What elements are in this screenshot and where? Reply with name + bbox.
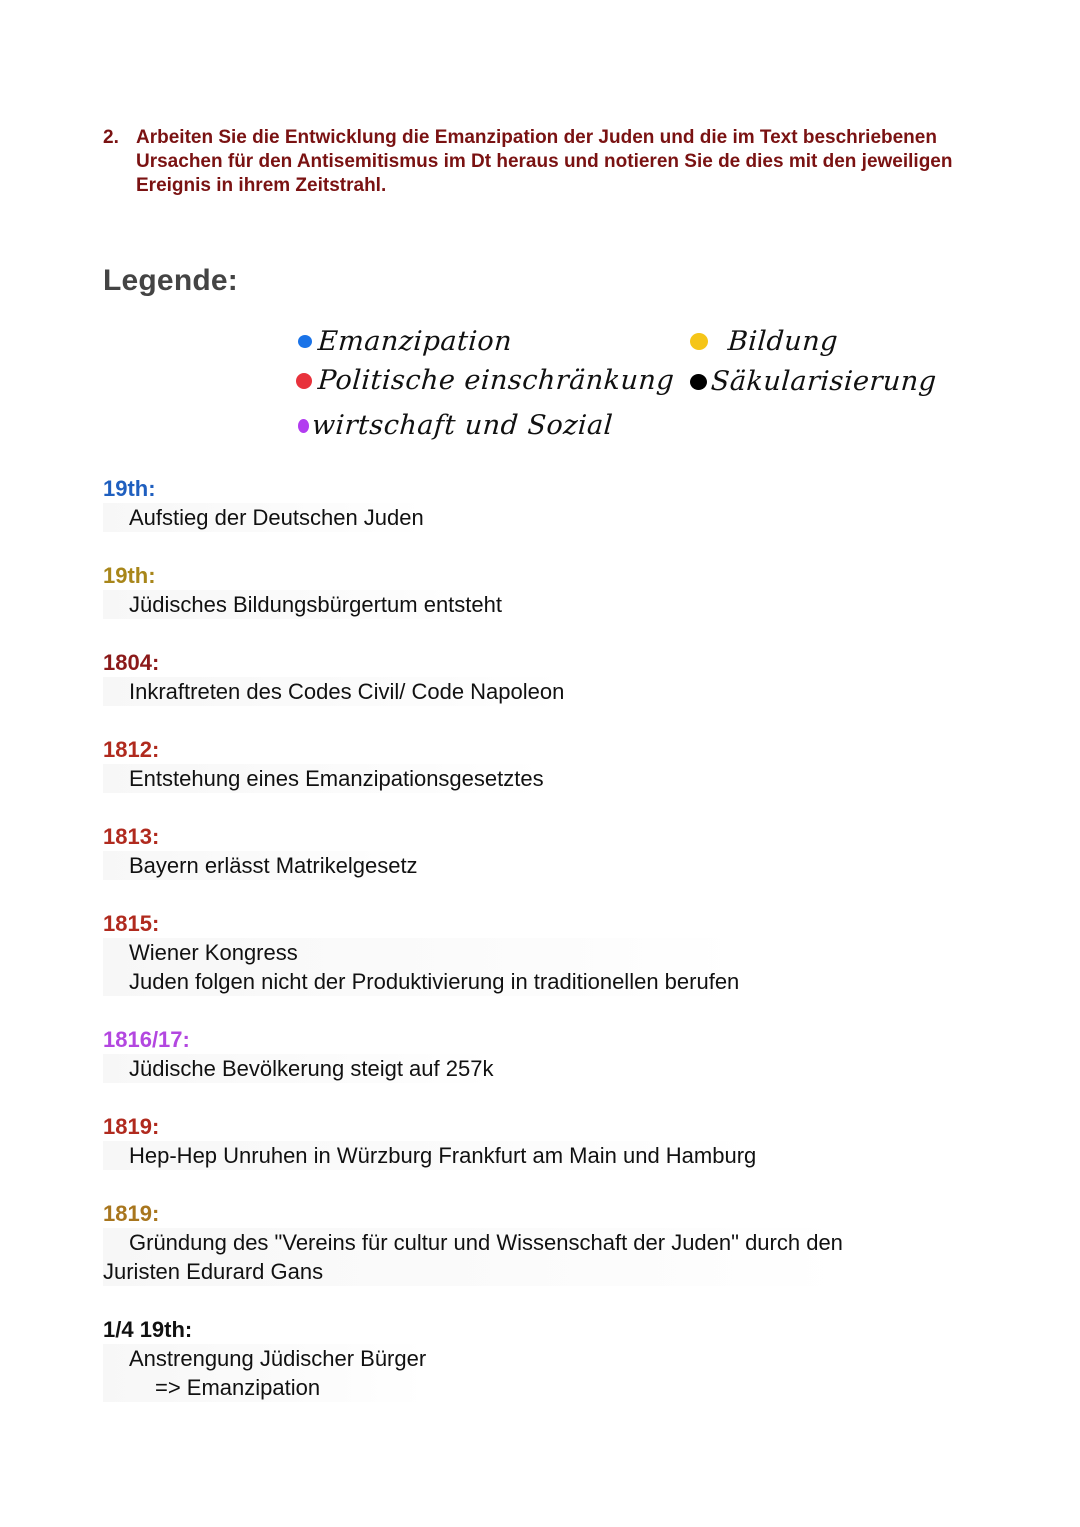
timeline-entry [103,562,502,619]
entry-text: => Emanzipation [103,1373,426,1402]
red-dot-icon [296,373,312,389]
legend-label: wirtschaft und Sozial [310,410,614,441]
entry-year: 1819: [103,1114,160,1139]
timeline-entry [103,736,544,793]
purple-dot-icon [298,419,309,433]
entry-text: Juden folgen nicht der Produktivierung in traditionellen berufen [103,967,739,996]
timeline-entry [103,1113,756,1170]
blue-dot-icon [298,335,312,348]
task-number: 2. [103,127,119,148]
entry-text: Aufstieg der Deutschen Juden [103,503,424,532]
legend-label: Politische einschränkung [316,365,676,396]
legend-item-bildung [690,326,838,357]
entry-text: Wiener Kongress [103,938,739,967]
yellow-dot-icon [690,333,708,350]
entry-text: Entstehung eines Emanzipationsgesetztes [103,764,544,793]
entry-year: 1815: [103,911,160,936]
timeline-entry [103,910,739,996]
entry-year: 19th: [103,476,156,501]
task-instruction [103,126,1003,198]
entry-text: Jüdisches Bildungsbürgertum entsteht [103,590,502,619]
entry-year: 19th: [103,563,156,588]
legend-title: Legende: [103,264,238,297]
entry-year: 1/4 19th: [103,1317,193,1342]
legend-label: Emanzipation [316,326,514,357]
entry-text: Hep-Hep Unruhen in Würzburg Frankfurt am Main und Hamburg [103,1141,756,1170]
timeline-entry [103,823,418,880]
entry-text: Juristen Edurard Gans [103,1257,843,1286]
timeline-entry [103,475,424,532]
timeline-entry [103,1316,426,1402]
legend-label: Bildung [726,326,840,357]
legend-label: Säkularisierung [709,366,938,397]
timeline-entry [103,1200,843,1286]
timeline-entry [103,1026,493,1083]
entry-text: Anstrengung Jüdischer Bürger [103,1344,426,1373]
entry-text: Inkraftreten des Codes Civil/ Code Napoleon [103,677,564,706]
legend-item-saekularisierung [690,366,937,397]
entry-text: Jüdische Bevölkerung steigt auf 257k [103,1054,493,1083]
entry-year: 1804: [103,650,160,675]
entry-text: Bayern erlässt Matrikelgesetz [103,851,418,880]
entry-text: Gründung des "Vereins für cultur und Wissenschaft der Juden" durch den [103,1228,843,1257]
entry-year: 1812: [103,737,160,762]
timeline-entry [103,649,564,706]
black-dot-icon [690,374,707,390]
task-text: Arbeiten Sie die Entwicklung die Emanzipation der Juden und die im Text beschriebenen Ursachen für den Antisemitismus im Dt heraus und notieren Sie de dies mit den jeweiligen Ereignis in ihrem Zeitstrahl. [136,127,953,196]
legend-item-wirtschaft-sozial [298,410,613,441]
legend-item-politische-einschraenkung [296,365,674,396]
legend-item-emanzipation [298,326,512,357]
entry-year: 1816/17: [103,1027,190,1052]
entry-year: 1819: [103,1201,160,1226]
entry-year: 1813: [103,824,160,849]
